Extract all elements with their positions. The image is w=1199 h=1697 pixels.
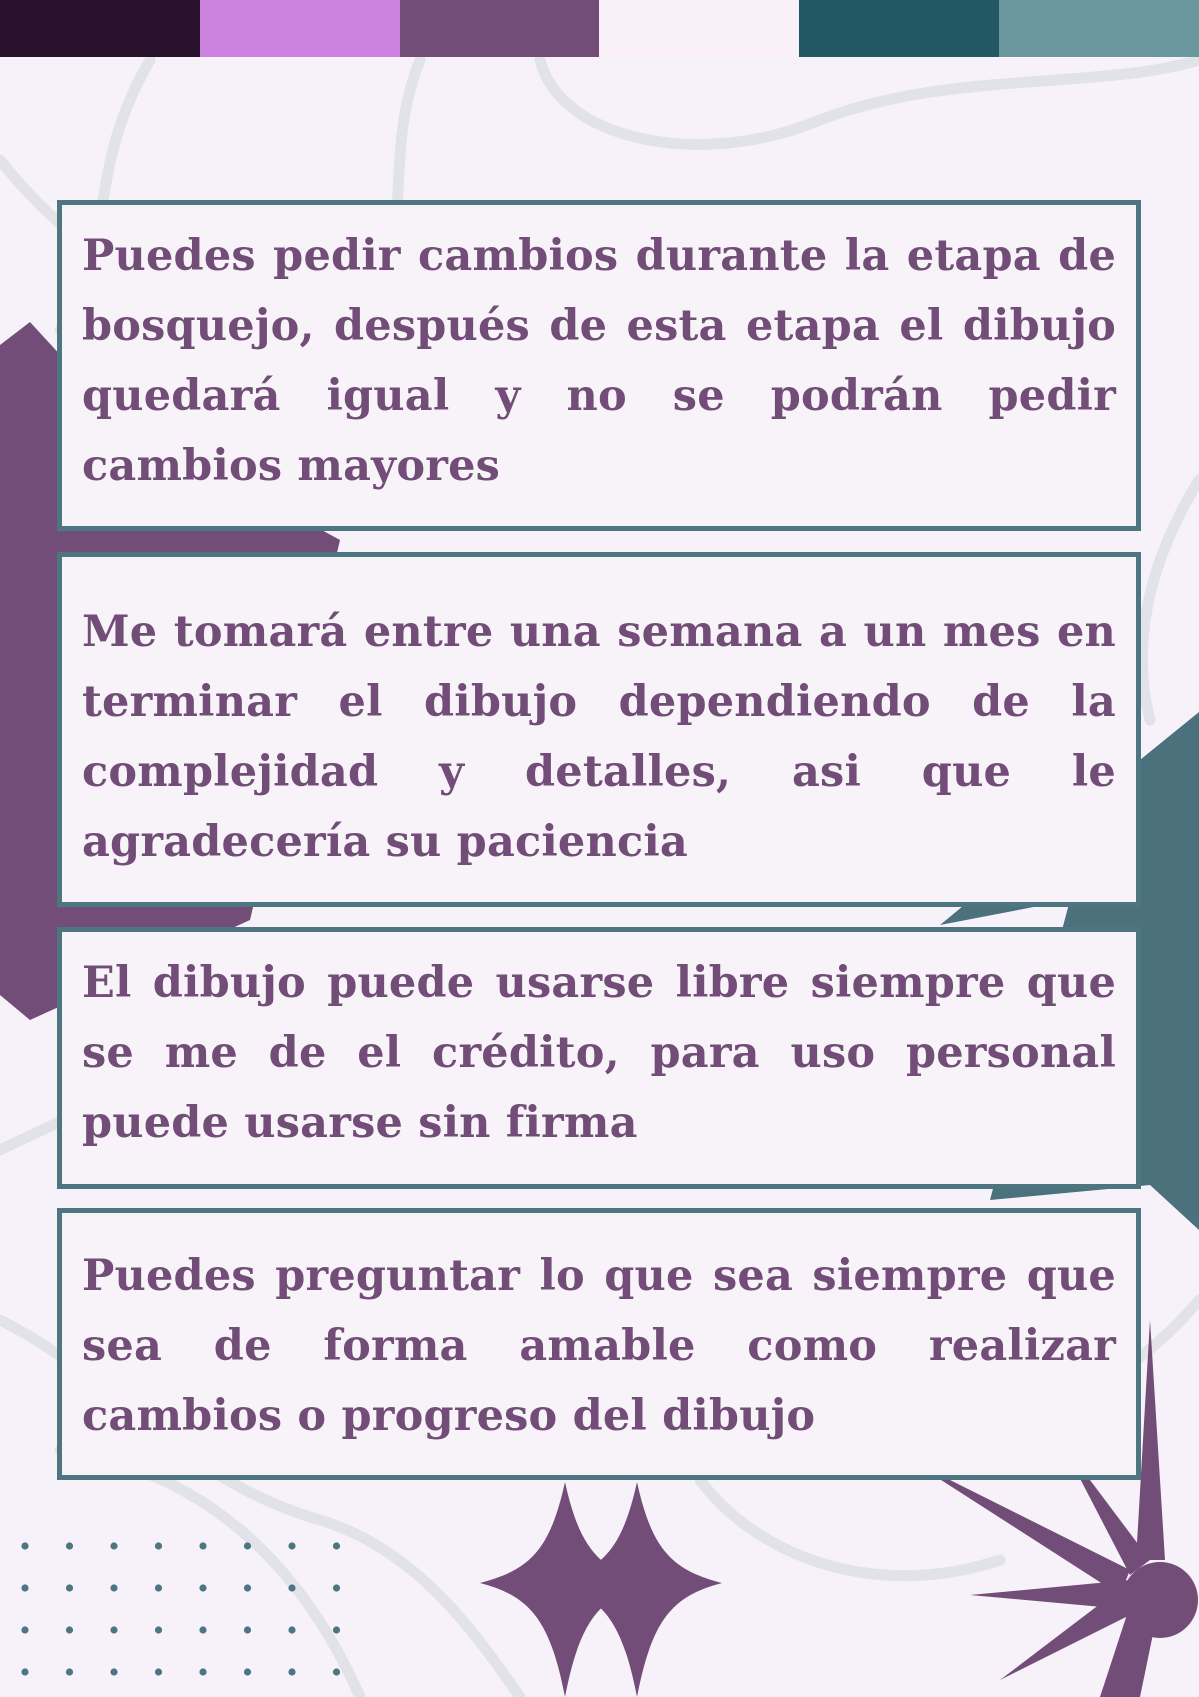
dot [155, 1542, 162, 1549]
dot [110, 1584, 117, 1591]
dot [21, 1668, 28, 1675]
note-box-usage-rights [57, 927, 1141, 1189]
dot [333, 1626, 340, 1633]
dot [244, 1626, 251, 1633]
dot [244, 1542, 251, 1549]
dot [288, 1626, 295, 1633]
dot [110, 1626, 117, 1633]
dot [199, 1626, 206, 1633]
dot [244, 1584, 251, 1591]
dot [333, 1668, 340, 1675]
dot [333, 1542, 340, 1549]
dot [110, 1668, 117, 1675]
note-box-sketch-changes [57, 200, 1141, 531]
color-swatch [200, 0, 400, 57]
dot [288, 1668, 295, 1675]
color-swatch [799, 0, 999, 57]
dot [155, 1584, 162, 1591]
dot [155, 1668, 162, 1675]
note-text: El dibujo puede usarse libre siempre que se me de el crédito, para uso personal puede usarse sin firma [82, 958, 1116, 1148]
dot [333, 1584, 340, 1591]
dot [199, 1584, 206, 1591]
color-swatch [599, 0, 799, 57]
dot [66, 1626, 73, 1633]
dot [21, 1584, 28, 1591]
dot [21, 1626, 28, 1633]
dot [110, 1542, 117, 1549]
note-box-questions [57, 1208, 1141, 1480]
dot [288, 1542, 295, 1549]
dot [155, 1626, 162, 1633]
dot [244, 1668, 251, 1675]
teal-dot-grid [21, 1542, 340, 1697]
color-swatch [400, 0, 600, 57]
sparkle-right-shape [552, 1482, 722, 1697]
color-swatch-bar [0, 0, 1199, 57]
dot [66, 1668, 73, 1675]
dot [288, 1584, 295, 1591]
color-swatch [999, 0, 1199, 57]
note-box-delivery-time [57, 552, 1141, 907]
dot [199, 1668, 206, 1675]
note-text: Puedes pedir cambios durante la etapa de bosquejo, después de esta etapa el dibujo quedará igual y no se podrán pedir cambios mayores [82, 231, 1116, 491]
dot [199, 1542, 206, 1549]
dot [66, 1542, 73, 1549]
color-swatch [0, 0, 200, 57]
dot [66, 1584, 73, 1591]
note-text: Puedes preguntar lo que sea siempre que sea de forma amable como realizar cambios o progreso del dibujo [82, 1251, 1116, 1441]
note-text: Me tomará entre una semana a un mes en terminar el dibujo dependiendo de la complejidad y detalles, asi que le agradecería su paciencia [82, 607, 1116, 867]
dot [21, 1542, 28, 1549]
